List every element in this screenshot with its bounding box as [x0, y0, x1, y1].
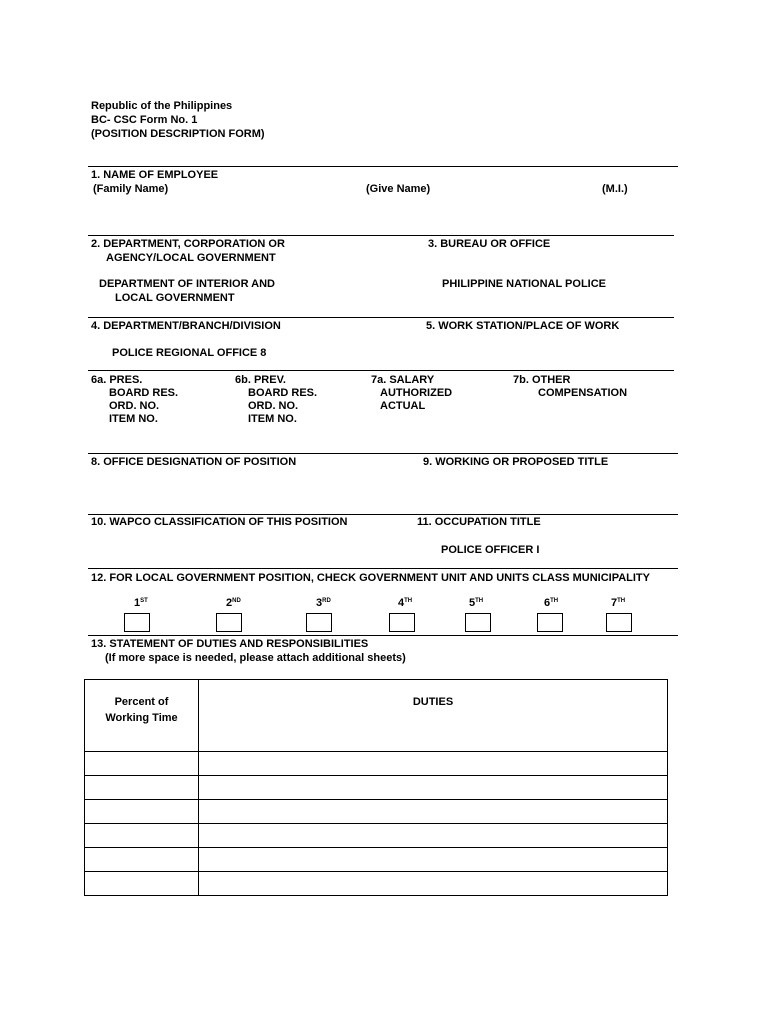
item2-value-line1: DEPARTMENT OF INTERIOR AND	[99, 278, 275, 290]
item6a-line: ORD. NO.	[109, 400, 160, 412]
item6a-line: BOARD RES.	[109, 387, 179, 399]
item6a-line: 6a. PRES.	[91, 374, 143, 386]
duties-cell[interactable]	[199, 752, 668, 776]
percent-cell[interactable]	[85, 824, 199, 848]
class-3-label: 3RD	[316, 597, 331, 609]
duties-cell[interactable]	[199, 824, 668, 848]
divider-6	[88, 514, 678, 515]
item1-given-name: (Give Name)	[366, 183, 431, 195]
percent-cell[interactable]	[85, 776, 199, 800]
item7a-line: AUTHORIZED	[380, 387, 453, 399]
item6b-line: 6b. PREV.	[235, 374, 286, 386]
table-row	[85, 848, 668, 872]
class-5-label: 5TH	[469, 597, 484, 609]
item7b-line: 7b. OTHER	[513, 374, 571, 386]
divider-2	[88, 235, 674, 236]
class-7-label: 7TH	[611, 597, 626, 609]
class-2-checkbox[interactable]	[216, 613, 242, 632]
percent-cell[interactable]	[85, 872, 199, 896]
item6a-line: ITEM NO.	[109, 413, 158, 425]
item12-label: 12. FOR LOCAL GOVERNMENT POSITION, CHECK GOVERNMENT UNIT AND UNITS CLASS MUNICIPALITY	[91, 572, 650, 584]
class-4-checkbox[interactable]	[389, 613, 415, 632]
divider-5	[88, 453, 678, 454]
divider-1	[88, 166, 678, 167]
item2-label-line1: 2. DEPARTMENT, CORPORATION OR	[91, 238, 285, 250]
item2-value-line2: LOCAL GOVERNMENT	[115, 292, 235, 304]
item7a-block	[371, 374, 452, 413]
item11-value: POLICE OFFICER I	[441, 544, 540, 556]
item13-label: 13. STATEMENT OF DUTIES AND RESPONSIBILITIES	[91, 638, 369, 650]
item6b-line: ORD. NO.	[248, 400, 299, 412]
item10-label: 10. WAPCO CLASSIFICATION OF THIS POSITION	[91, 516, 348, 528]
duties-table	[84, 679, 668, 896]
duties-cell[interactable]	[199, 800, 668, 824]
item6b-block	[235, 374, 317, 426]
item3-label: 3. BUREAU OR OFFICE	[428, 238, 551, 250]
item6b-line: BOARD RES.	[248, 387, 318, 399]
item3-value: PHILIPPINE NATIONAL POLICE	[442, 278, 606, 290]
item2-label-line2: AGENCY/LOCAL GOVERNMENT	[106, 252, 276, 264]
header-form-title: (POSITION DESCRIPTION FORM)	[91, 128, 265, 140]
divider-8	[88, 635, 678, 636]
item13-note: (If more space is needed, please attach additional sheets)	[105, 652, 406, 664]
item5-label: 5. WORK STATION/PLACE OF WORK	[426, 320, 620, 332]
class-1-label: 1ST	[134, 597, 148, 609]
item6a-block	[91, 374, 178, 426]
class-7-checkbox[interactable]	[606, 613, 632, 632]
class-1-checkbox[interactable]	[124, 613, 150, 632]
class-6-checkbox[interactable]	[537, 613, 563, 632]
divider-4	[88, 370, 674, 371]
duties-cell[interactable]	[199, 848, 668, 872]
class-4-label: 4TH	[398, 597, 413, 609]
table-row	[85, 752, 668, 776]
duties-cell[interactable]	[199, 776, 668, 800]
table-row	[85, 824, 668, 848]
percent-cell[interactable]	[85, 800, 199, 824]
item11-label: 11. OCCUPATION TITLE	[417, 516, 541, 528]
percent-cell[interactable]	[85, 752, 199, 776]
item1-middle-initial: (M.I.)	[602, 183, 628, 195]
class-2-label: 2ND	[226, 597, 241, 609]
item7b-block	[513, 374, 627, 400]
class-5-checkbox[interactable]	[465, 613, 491, 632]
table-row	[85, 872, 668, 896]
percent-cell[interactable]	[85, 848, 199, 872]
duties-table-header	[85, 680, 668, 752]
item7a-line: 7a. SALARY	[371, 374, 435, 386]
item7a-line: ACTUAL	[380, 400, 426, 412]
table-row	[85, 800, 668, 824]
item8-label: 8. OFFICE DESIGNATION OF POSITION	[91, 456, 297, 468]
item6b-line: ITEM NO.	[248, 413, 297, 425]
item7b-line: COMPENSATION	[538, 387, 628, 399]
item1-family-name: (Family Name)	[93, 183, 169, 195]
class-3-checkbox[interactable]	[306, 613, 332, 632]
item1-label: 1. NAME OF EMPLOYEE	[91, 169, 219, 181]
duties-header: DUTIES	[199, 680, 668, 752]
item9-label: 9. WORKING OR PROPOSED TITLE	[423, 456, 609, 468]
table-row	[85, 776, 668, 800]
item4-label: 4. DEPARTMENT/BRANCH/DIVISION	[91, 320, 281, 332]
divider-7	[88, 568, 678, 569]
percent-working-time-header: Percent of Working Time	[85, 680, 199, 752]
header-form-number: BC- CSC Form No. 1	[91, 114, 198, 126]
item4-value: POLICE REGIONAL OFFICE 8	[112, 347, 267, 359]
duties-cell[interactable]	[199, 872, 668, 896]
header-republic: Republic of the Philippines	[91, 100, 233, 112]
class-6-label: 6TH	[544, 597, 559, 609]
divider-3	[88, 317, 674, 318]
